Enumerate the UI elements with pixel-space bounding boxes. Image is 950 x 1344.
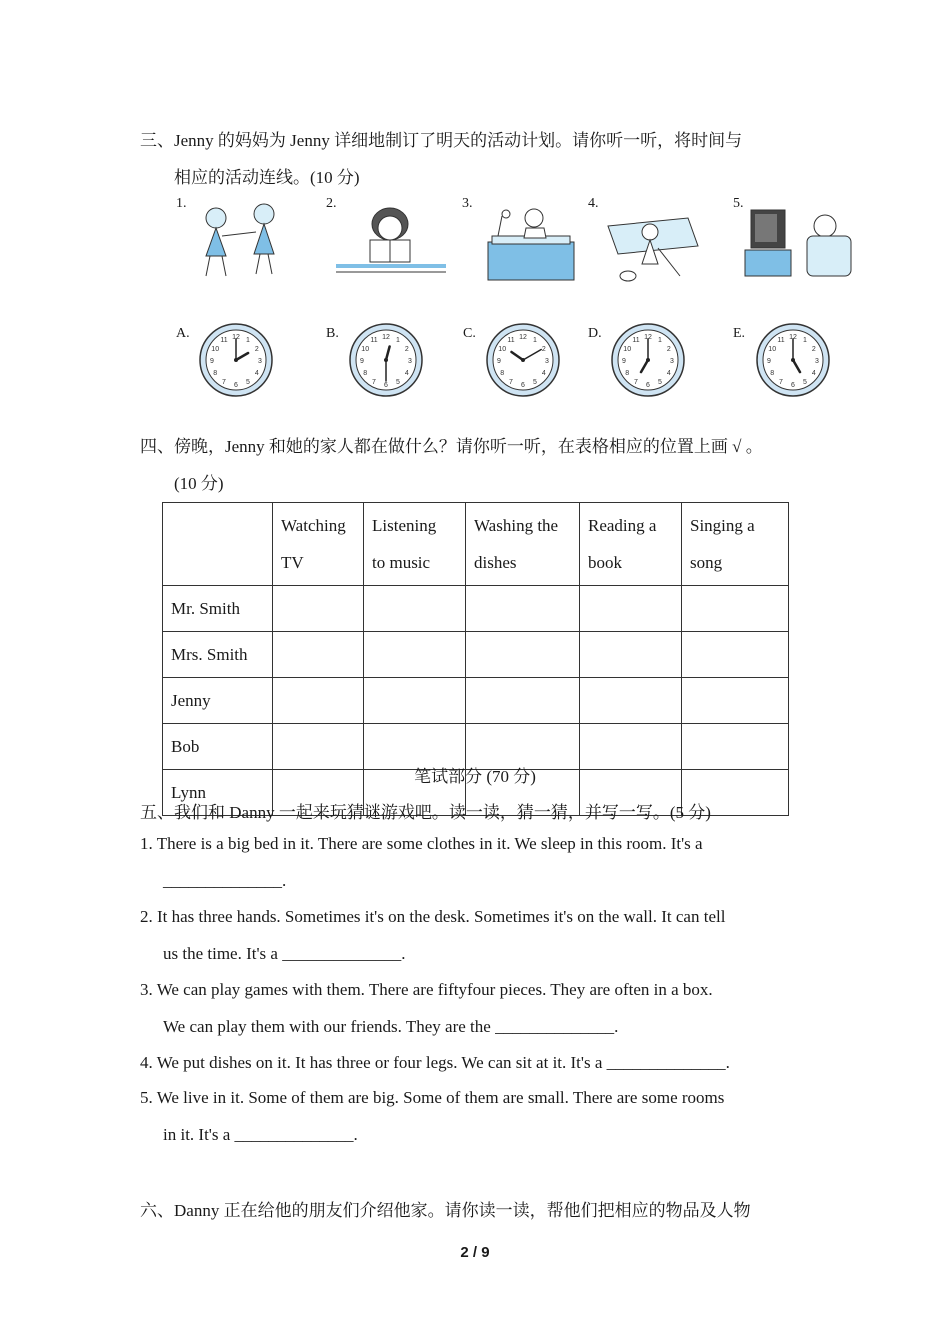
svg-text:8: 8 <box>770 370 775 377</box>
question-3-line1: 3. We can play games with them. There are fiftyfour pieces. They are often in a box. <box>140 980 713 999</box>
svg-text:1: 1 <box>658 337 662 345</box>
svg-text:6: 6 <box>234 382 238 389</box>
svg-text:12: 12 <box>519 334 527 341</box>
svg-text:1: 1 <box>803 337 807 345</box>
clock-option <box>733 322 843 398</box>
answer-cell[interactable] <box>580 586 682 632</box>
svg-text:7: 7 <box>372 378 376 386</box>
svg-text:6: 6 <box>646 382 650 389</box>
svg-text:3: 3 <box>545 358 549 365</box>
question-5-line2[interactable]: in it. It's a ______________. <box>163 1125 358 1144</box>
svg-text:5: 5 <box>246 378 250 386</box>
table-row <box>163 586 789 632</box>
answer-cell[interactable] <box>466 586 580 632</box>
svg-text:4: 4 <box>404 370 409 377</box>
girl-studying-desk-icon <box>462 196 582 288</box>
svg-text:11: 11 <box>507 337 515 345</box>
svg-text:4: 4 <box>254 370 259 377</box>
row-name: Mr. Smith <box>163 586 273 632</box>
clock-icon <box>755 322 831 398</box>
svg-text:9: 9 <box>767 358 771 365</box>
svg-text:9: 9 <box>360 358 364 365</box>
svg-text:5: 5 <box>533 378 537 386</box>
svg-text:2: 2 <box>811 346 816 353</box>
clock-option <box>463 322 573 398</box>
clock-option <box>326 322 436 398</box>
svg-text:4: 4 <box>666 370 671 377</box>
svg-text:7: 7 <box>779 378 783 386</box>
svg-text:12: 12 <box>232 334 240 341</box>
svg-text:10: 10 <box>498 346 507 353</box>
svg-text:8: 8 <box>363 370 368 377</box>
table-header-cell: Reading a book <box>580 503 682 586</box>
answer-cell[interactable] <box>580 632 682 678</box>
answer-cell[interactable] <box>466 632 580 678</box>
svg-text:8: 8 <box>625 370 630 377</box>
girl-vacuuming-icon <box>588 196 708 288</box>
question-4[interactable]: 4. We put dishes on it. It has three or four legs. We can sit at it. It's a ______________. <box>140 1053 730 1072</box>
table-header-cell: Watching TV <box>273 503 364 586</box>
svg-text:1: 1 <box>396 337 400 345</box>
table-header-cell: Washing the dishes <box>466 503 580 586</box>
svg-text:11: 11 <box>370 337 378 345</box>
svg-text:7: 7 <box>222 378 226 386</box>
table-row <box>163 632 789 678</box>
svg-text:9: 9 <box>497 358 501 365</box>
picture-number: 5. <box>733 196 744 211</box>
svg-text:10: 10 <box>361 346 370 353</box>
svg-text:7: 7 <box>634 378 638 386</box>
section6-instruction-line1: 六、Danny 正在给他的朋友们介绍他家。请你读一读，帮他们把相应的物品及人物 <box>140 1201 751 1220</box>
answer-cell[interactable] <box>682 632 789 678</box>
svg-text:9: 9 <box>622 358 626 365</box>
svg-text:5: 5 <box>658 378 662 386</box>
picture-number: 4. <box>588 196 599 211</box>
svg-text:11: 11 <box>632 337 640 345</box>
clock-option <box>176 322 286 398</box>
row-name: Mrs. Smith <box>163 632 273 678</box>
question-1-blank[interactable]: ______________. <box>163 871 287 890</box>
answer-cell[interactable] <box>580 678 682 724</box>
svg-text:7: 7 <box>509 378 513 386</box>
question-1-line1: 1. There is a big bed in it. There are some clothes in it. We sleep in this room. It's a <box>140 834 703 853</box>
table-header-cell: Listening to music <box>364 503 466 586</box>
row-name: Bob <box>163 724 273 770</box>
question-2-line1: 2. It has three hands. Sometimes it's on the desk. Sometimes it's on the wall. It can tell <box>140 907 726 926</box>
clock-letter: D. <box>588 326 602 341</box>
svg-text:1: 1 <box>533 337 537 345</box>
picture-number: 1. <box>176 196 187 211</box>
picture-number: 3. <box>462 196 473 211</box>
svg-text:3: 3 <box>815 358 819 365</box>
page-number: 2 / 9 <box>460 1244 490 1261</box>
section3-instruction-line1: 三、Jenny 的妈妈为 Jenny 详细地制订了明天的活动计划。请你听一听，将时间与 <box>140 131 743 150</box>
answer-cell[interactable] <box>682 678 789 724</box>
clock-icon <box>610 322 686 398</box>
clock-letter: B. <box>326 326 339 341</box>
question-2-line2[interactable]: us the time. It's a ______________. <box>163 944 406 963</box>
svg-text:2: 2 <box>404 346 409 353</box>
table-header-cell: Singing a song <box>682 503 789 586</box>
answer-cell[interactable] <box>273 678 364 724</box>
table-row <box>163 678 789 724</box>
svg-text:6: 6 <box>791 382 795 389</box>
girls-playing-icon <box>176 196 296 288</box>
svg-text:8: 8 <box>213 370 218 377</box>
section5-title: 五、我们和 Danny 一起来玩猜谜游戏吧。读一读，猜一猜，并写一写。(5 分) <box>140 803 711 822</box>
svg-text:8: 8 <box>500 370 505 377</box>
answer-cell[interactable] <box>364 586 466 632</box>
girl-watching-tv-icon <box>733 196 853 288</box>
svg-text:1: 1 <box>246 337 250 345</box>
svg-text:10: 10 <box>623 346 632 353</box>
clock-icon <box>348 322 424 398</box>
answer-cell[interactable] <box>466 678 580 724</box>
question-5-line1: 5. We live in it. Some of them are big. Some of them are small. There are some rooms <box>140 1088 725 1107</box>
section4-instruction-line2: (10 分) <box>174 474 224 493</box>
svg-text:3: 3 <box>408 358 412 365</box>
svg-text:10: 10 <box>768 346 777 353</box>
section4-instruction-line1: 四、傍晚，Jenny 和她的家人都在做什么？请你听一听，在表格相应的位置上画 √ 。 <box>140 437 763 456</box>
table-header-row <box>163 503 789 586</box>
question-3-line2[interactable]: We can play them with our friends. They are the ______________. <box>163 1017 619 1036</box>
answer-cell[interactable] <box>273 632 364 678</box>
svg-text:4: 4 <box>541 370 546 377</box>
clock-letter: C. <box>463 326 476 341</box>
clock-icon <box>198 322 274 398</box>
clock-letter: A. <box>176 326 190 341</box>
answer-cell[interactable] <box>682 586 789 632</box>
svg-text:6: 6 <box>384 382 388 389</box>
answer-cell[interactable] <box>273 586 364 632</box>
svg-text:4: 4 <box>811 370 816 377</box>
table-corner-cell <box>163 503 273 586</box>
picture-2 <box>326 196 446 288</box>
svg-text:3: 3 <box>258 358 262 365</box>
section3-instruction-line2: 相应的活动连线。(10 分) <box>174 168 360 187</box>
clock-icon <box>485 322 561 398</box>
svg-text:12: 12 <box>644 334 652 341</box>
clock-letter: E. <box>733 326 746 341</box>
answer-cell[interactable] <box>364 632 466 678</box>
svg-text:5: 5 <box>396 378 400 386</box>
svg-text:6: 6 <box>521 382 525 389</box>
answer-cell[interactable] <box>364 678 466 724</box>
picture-4 <box>588 196 708 288</box>
svg-text:5: 5 <box>803 378 807 386</box>
picture-number: 2. <box>326 196 337 211</box>
svg-text:11: 11 <box>220 337 228 345</box>
row-name: Lynn <box>163 770 273 816</box>
svg-text:2: 2 <box>541 346 546 353</box>
svg-text:2: 2 <box>254 346 259 353</box>
svg-text:12: 12 <box>789 334 797 341</box>
svg-text:9: 9 <box>210 358 214 365</box>
written-part-title: 笔试部分 (70 分) <box>414 767 536 786</box>
svg-text:11: 11 <box>777 337 785 345</box>
girl-reading-icon <box>326 196 446 288</box>
svg-text:3: 3 <box>670 358 674 365</box>
svg-text:2: 2 <box>666 346 671 353</box>
clock-option <box>588 322 698 398</box>
row-name: Jenny <box>163 678 273 724</box>
picture-1 <box>176 196 296 288</box>
svg-text:10: 10 <box>211 346 220 353</box>
svg-text:12: 12 <box>382 334 390 341</box>
picture-3 <box>462 196 582 288</box>
picture-5 <box>733 196 853 288</box>
